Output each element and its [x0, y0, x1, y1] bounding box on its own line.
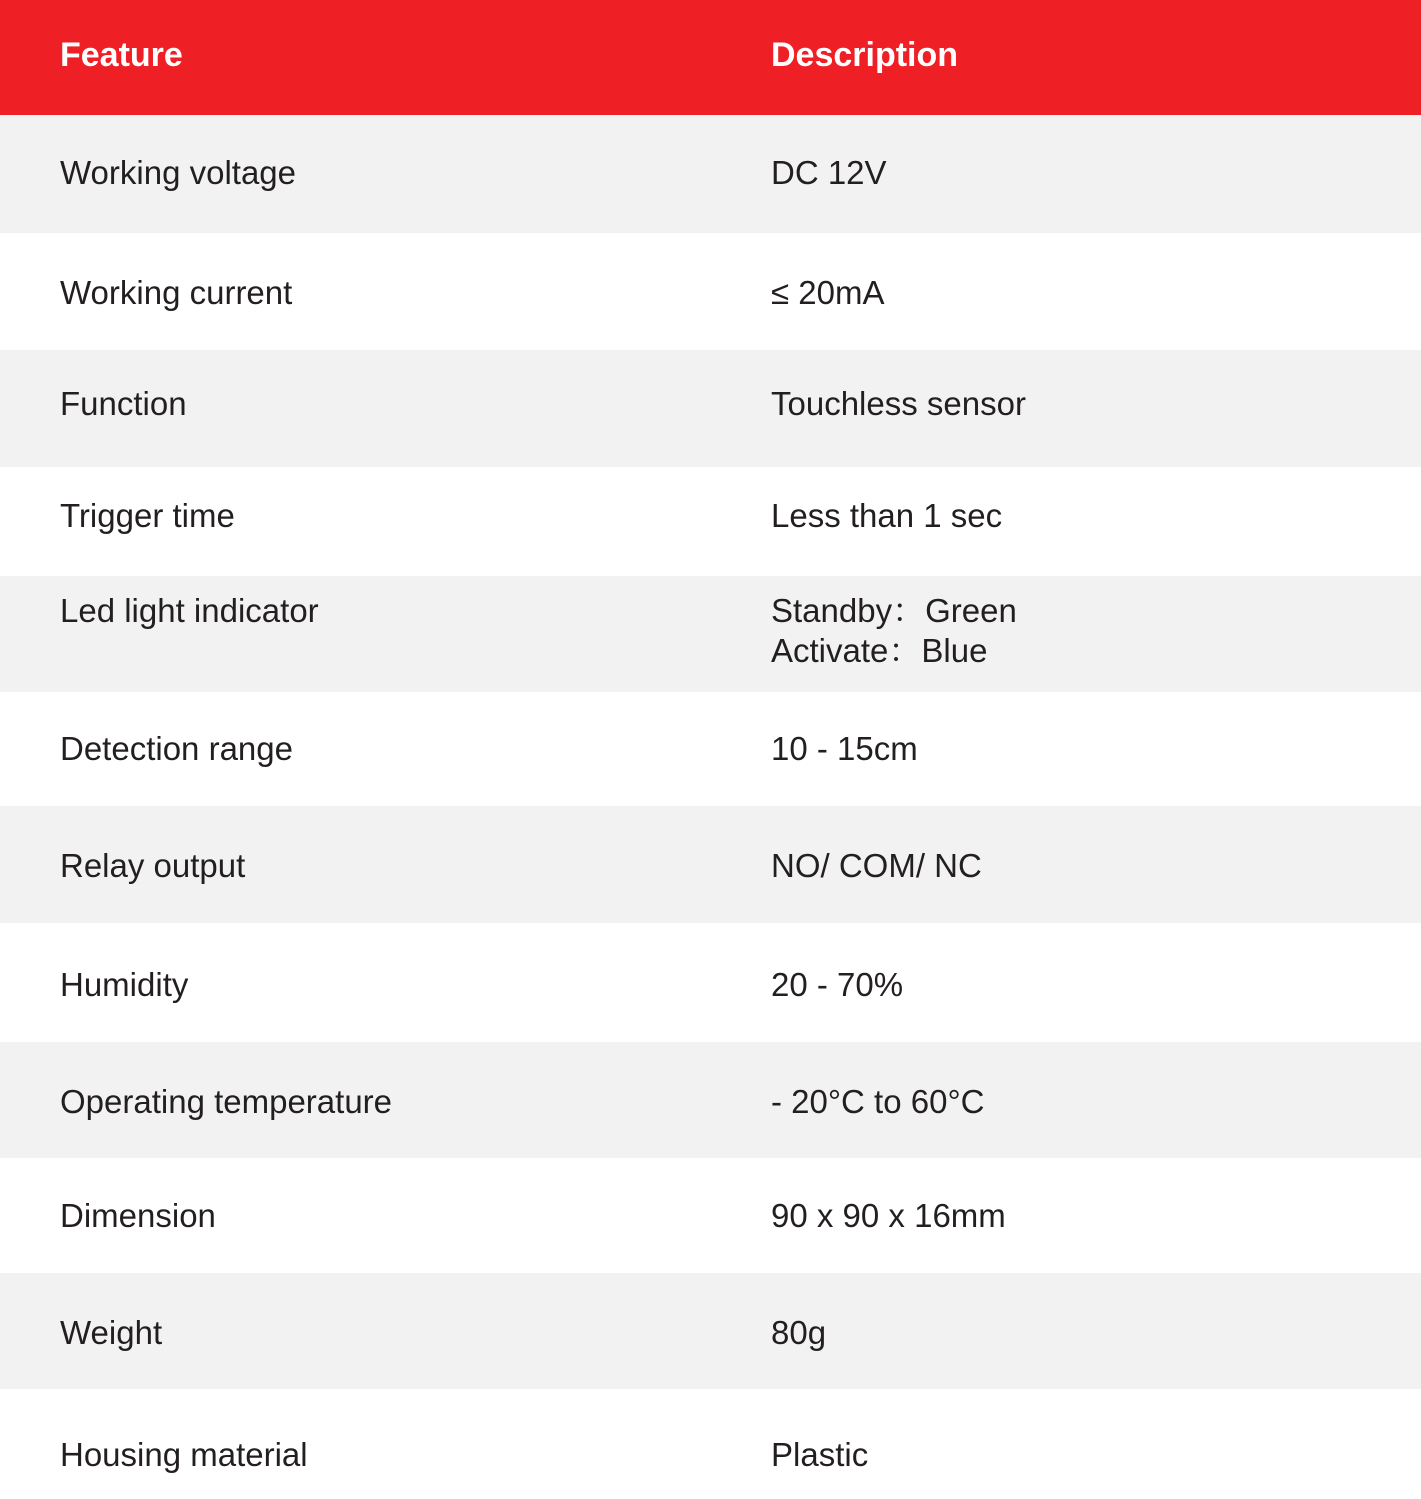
description-cell: Standby：Green	[771, 592, 1017, 629]
description-cell: ≤ 20mA	[771, 274, 885, 311]
table-row	[0, 350, 1421, 467]
table-row	[0, 1042, 1421, 1158]
description-cell: 10 - 15cm	[771, 730, 918, 767]
table-row	[0, 1389, 1421, 1499]
table-header	[0, 0, 1421, 115]
description-cell: 20 - 70%	[771, 966, 904, 1003]
table-row	[0, 806, 1421, 923]
description-cell: DC 12V	[771, 154, 887, 191]
table-row	[0, 923, 1421, 1042]
table-row	[0, 576, 1421, 692]
table-row	[0, 115, 1421, 233]
feature-cell: Working current	[60, 274, 293, 311]
feature-cell: Led light indicator	[60, 592, 319, 629]
description-cell: Plastic	[771, 1436, 869, 1473]
feature-cell: Operating temperature	[60, 1083, 393, 1120]
header-description: Description	[771, 36, 959, 74]
feature-cell: Housing material	[60, 1436, 308, 1473]
header-feature: Feature	[60, 36, 183, 74]
table-row	[0, 1273, 1421, 1389]
description-cell-line2: Activate：Blue	[771, 632, 988, 669]
feature-cell: Detection range	[60, 730, 293, 767]
description-cell: - 20°C to 60°C	[771, 1083, 985, 1120]
description-cell: 90 x 90 x 16mm	[771, 1197, 1006, 1234]
feature-cell: Weight	[60, 1314, 163, 1351]
table-row	[0, 233, 1421, 350]
description-cell: NO/ COM/ NC	[771, 847, 982, 884]
table-row	[0, 467, 1421, 576]
table-row	[0, 692, 1421, 806]
description-cell: 80g	[771, 1314, 827, 1351]
feature-cell: Dimension	[60, 1197, 216, 1234]
description-cell: Touchless sensor	[771, 385, 1026, 422]
feature-cell: Trigger time	[60, 497, 235, 534]
feature-cell: Working voltage	[60, 154, 297, 191]
table-row	[0, 1158, 1421, 1273]
feature-cell: Function	[60, 385, 187, 422]
description-cell: Less than 1 sec	[771, 497, 1003, 534]
feature-cell: Humidity	[60, 966, 189, 1003]
feature-cell: Relay output	[60, 847, 246, 884]
